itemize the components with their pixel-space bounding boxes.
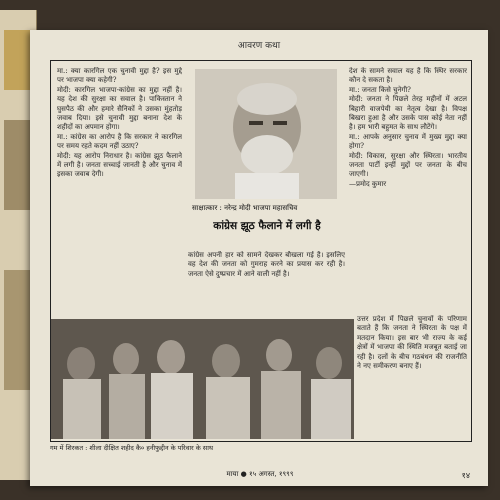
portrait-photo	[195, 69, 337, 199]
paragraph: मा.: क्या कारगिल एक चुनावी मुद्दा है? इस मुद्दे पर भाजपा क्या कहेगी?	[57, 67, 182, 85]
byline: —प्रमोद कुमार	[349, 179, 387, 188]
right-column	[349, 67, 467, 313]
article-headline: कांग्रेस झूठ फैलाने में लगी है	[213, 220, 321, 232]
folio-line: माया ● १५ अगस्त, १९९९	[226, 470, 294, 478]
paragraph: मा.: आपके अनुसार चुनाव में मुख्य मुद्दा क्या होगा?	[349, 132, 467, 151]
portrait-image	[195, 69, 337, 199]
interview-label: साक्षात्कार : नरेन्द्र मोदी भाजपा महासचिव	[192, 204, 298, 212]
running-head: आवरण कथा	[237, 41, 281, 51]
paragraph: मा.: कांग्रेस का आरोप है कि सरकार ने कारगिल पर समय रहते कदम नहीं उठाए?	[57, 132, 182, 151]
adjacent-page-image	[4, 30, 32, 90]
photo-caption: गम में शिरकत : शीला दीक्षित शहीद कै० हनीफुद्दीन के परिवार के साथ	[50, 444, 214, 452]
article-frame	[50, 60, 472, 442]
paragraph: देश के सामने सवाल यह है कि स्थिर सरकार कौन दे सकता है।	[349, 67, 467, 85]
adjacent-page-image	[4, 120, 32, 210]
left-column	[57, 67, 182, 307]
page-number: १४	[461, 471, 470, 480]
crowd-image	[51, 319, 354, 439]
crowd-photo	[51, 319, 354, 439]
middle-column: कांग्रेस अपनी हार को सामने देखकर बौखला गई है। इसलिए वह देश की जनता को गुमराह करने का प्रयास कर रही है। जनता ऐसे दुष्प्रचार में आने वाली नहीं है।	[188, 251, 345, 278]
paragraph: मोदी: विकास, सुरक्षा और स्थिरता। भारतीय जनता पार्टी इन्हीं मुद्दों पर जनता के बीच जाएगी।	[349, 151, 467, 179]
adjacent-page-image	[4, 270, 32, 390]
paragraph: मोदी: यह आरोप निराधार है। कांग्रेस झूठ फैलाने में लगी है। जनता सच्चाई जानती है और चुनाव में इसका जवाब देगी।	[57, 151, 182, 179]
magazine-page	[30, 30, 488, 486]
paragraph: मोदी: जनता ने पिछले तेरह महीनों में अटल बिहारी वाजपेयी का नेतृत्व देखा है। विपक्ष बिखरा हुआ है और उसके पास कोई नेता नहीं है। हम भारी बहुमत के साथ लौटेंगे।	[349, 95, 467, 132]
paragraph: मोदी: कारगिल भाजपा-कांग्रेस का मुद्दा नहीं है। यह देश की सुरक्षा का सवाल है। पाकिस्तान ने घुसपैठ की और हमारे सैनिकों ने उसका मुंहतोड़ जवाब दिया। इसे चुनावी मुद्दा बनाना देश के शहीदों का अपमान होगा।	[57, 85, 182, 132]
paragraph: मा.: जनता किसे चुनेगी?	[349, 85, 411, 94]
bottom-right-column: उत्तर प्रदेश में पिछले चुनावों के परिणाम बताते हैं कि जनता ने स्थिरता के पक्ष में मतदान किया। इस बार भी राज्य के कई क्षेत्रों में भाजपा की स्थिति मजबूत बताई जा रही है। दलों के बीच गठबंधन की राजनीति ने नए समीकरण बनाए हैं।	[357, 315, 467, 371]
